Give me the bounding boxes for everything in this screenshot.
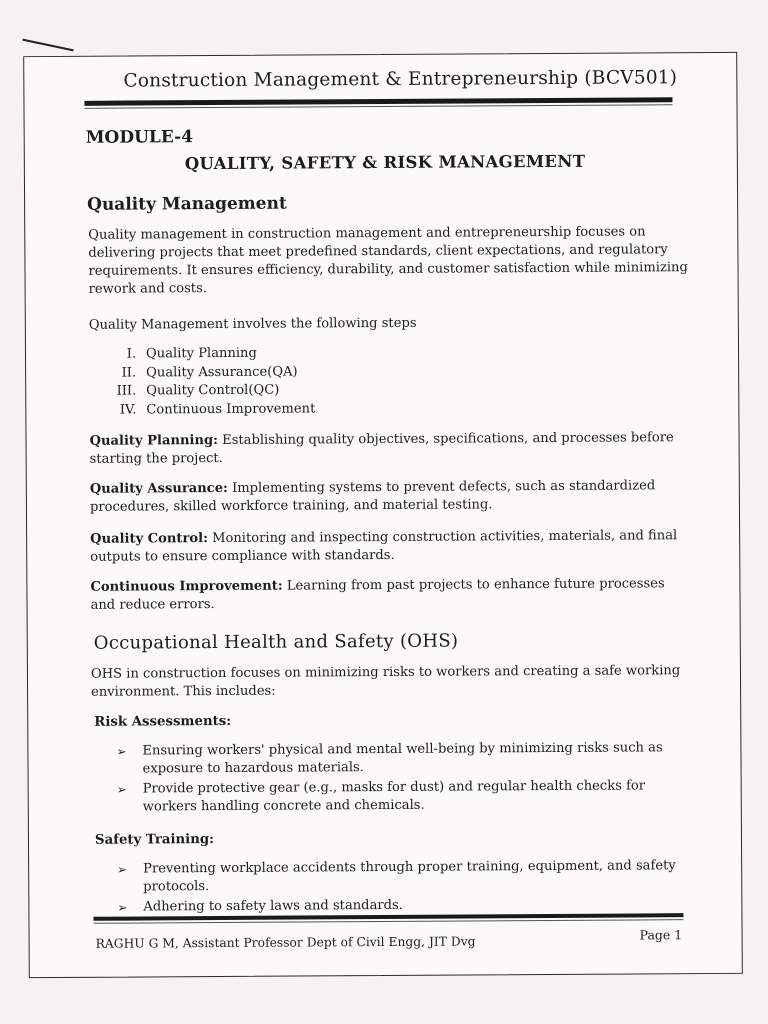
stray-pen-mark (22, 39, 73, 52)
step-label: Quality Control(QC) (146, 382, 280, 399)
definition-quality-assurance (90, 477, 690, 517)
arrow-bullet-icon: ➢ (116, 744, 127, 759)
ohs-intro-paragraph: OHS in construction focuses on minimizing risks to workers and creating a safe working environment. This includes: (90, 663, 681, 700)
step-number: IV. (119, 402, 137, 418)
bullet-text: Adhering to safety laws and standards. (143, 897, 403, 915)
list-item (117, 857, 677, 896)
document-page (23, 52, 743, 978)
list-item (96, 345, 315, 365)
arrow-bullet-icon: ➢ (117, 900, 128, 915)
step-label: Continuous Improvement (146, 400, 316, 417)
definition-quality-planning (89, 429, 689, 469)
quality-management-heading: Quality Management (87, 193, 287, 215)
list-item (96, 382, 315, 402)
risk-assessments-heading: Risk Assessments: (94, 713, 232, 730)
arrow-bullet-icon: ➢ (116, 782, 127, 797)
definition-term: Continuous Improvement: (90, 578, 283, 595)
definition-text: Monitoring and inspecting construction activities, materials, and final outputs to ensure compliance with standards. (90, 528, 678, 565)
definition-continuous-improvement (90, 575, 690, 615)
page-number: Page 1 (639, 927, 683, 943)
step-number: I. (126, 346, 137, 362)
definition-text: Implementing systems to prevent defects, such as standardized procedures, skilled workforce training, and material testing. (89, 478, 656, 515)
bullet-text: Ensuring workers' physical and mental well-being by minimizing risks such as exposure to hazardous materials. (142, 740, 663, 777)
definition-term: Quality Planning: (89, 433, 218, 449)
bullet-text: Preventing workplace accidents through proper training, equipment, and safety protocols. (143, 858, 676, 895)
module-label: MODULE-4 (85, 127, 194, 148)
quality-intro-paragraph: Quality management in construction management and entrepreneurship focuses on delivering projects that meet predefined standards, client expectations, and regulatory requirements. It ensures efficiency, durability, and customer satisfaction while minimizing rework and costs. (88, 224, 688, 297)
step-number: II. (121, 365, 137, 381)
ohs-heading: Occupational Health and Safety (OHS) (93, 630, 459, 654)
list-item (117, 777, 677, 816)
arrow-bullet-icon: ➢ (117, 862, 128, 877)
risk-assessments-list (116, 739, 676, 818)
definition-text: Learning from past projects to enhance future processes and reduce errors. (90, 576, 665, 613)
quality-steps-list (96, 345, 315, 420)
page-header-title: Construction Management & Entrepreneurship (BCV501) (123, 67, 678, 92)
safety-training-heading: Safety Training: (94, 832, 215, 848)
bullet-text: Provide protective gear (e.g., masks for dust) and regular health checks for workers handling concrete and chemicals. (142, 778, 646, 815)
definition-text: Establishing quality objectives, specifications, and processes before starting the project. (89, 430, 674, 467)
safety-training-list (117, 857, 677, 918)
list-item (116, 739, 676, 778)
definition-term: Quality Assurance: (89, 480, 228, 497)
list-item (96, 401, 315, 421)
definition-term: Quality Control: (90, 531, 208, 547)
step-label: Quality Planning (145, 345, 257, 362)
step-number: III. (116, 383, 137, 399)
definition-quality-control (90, 527, 690, 567)
step-label: Quality Assurance(QA) (146, 364, 298, 380)
steps-intro: Quality Management involves the following steps (88, 315, 417, 333)
footer-author: RAGHU G M, Assistant Professor Dept of Civil Engg, JIT Dvg (95, 934, 476, 951)
list-item (96, 364, 315, 384)
module-title: QUALITY, SAFETY & RISK MANAGEMENT (184, 151, 586, 174)
